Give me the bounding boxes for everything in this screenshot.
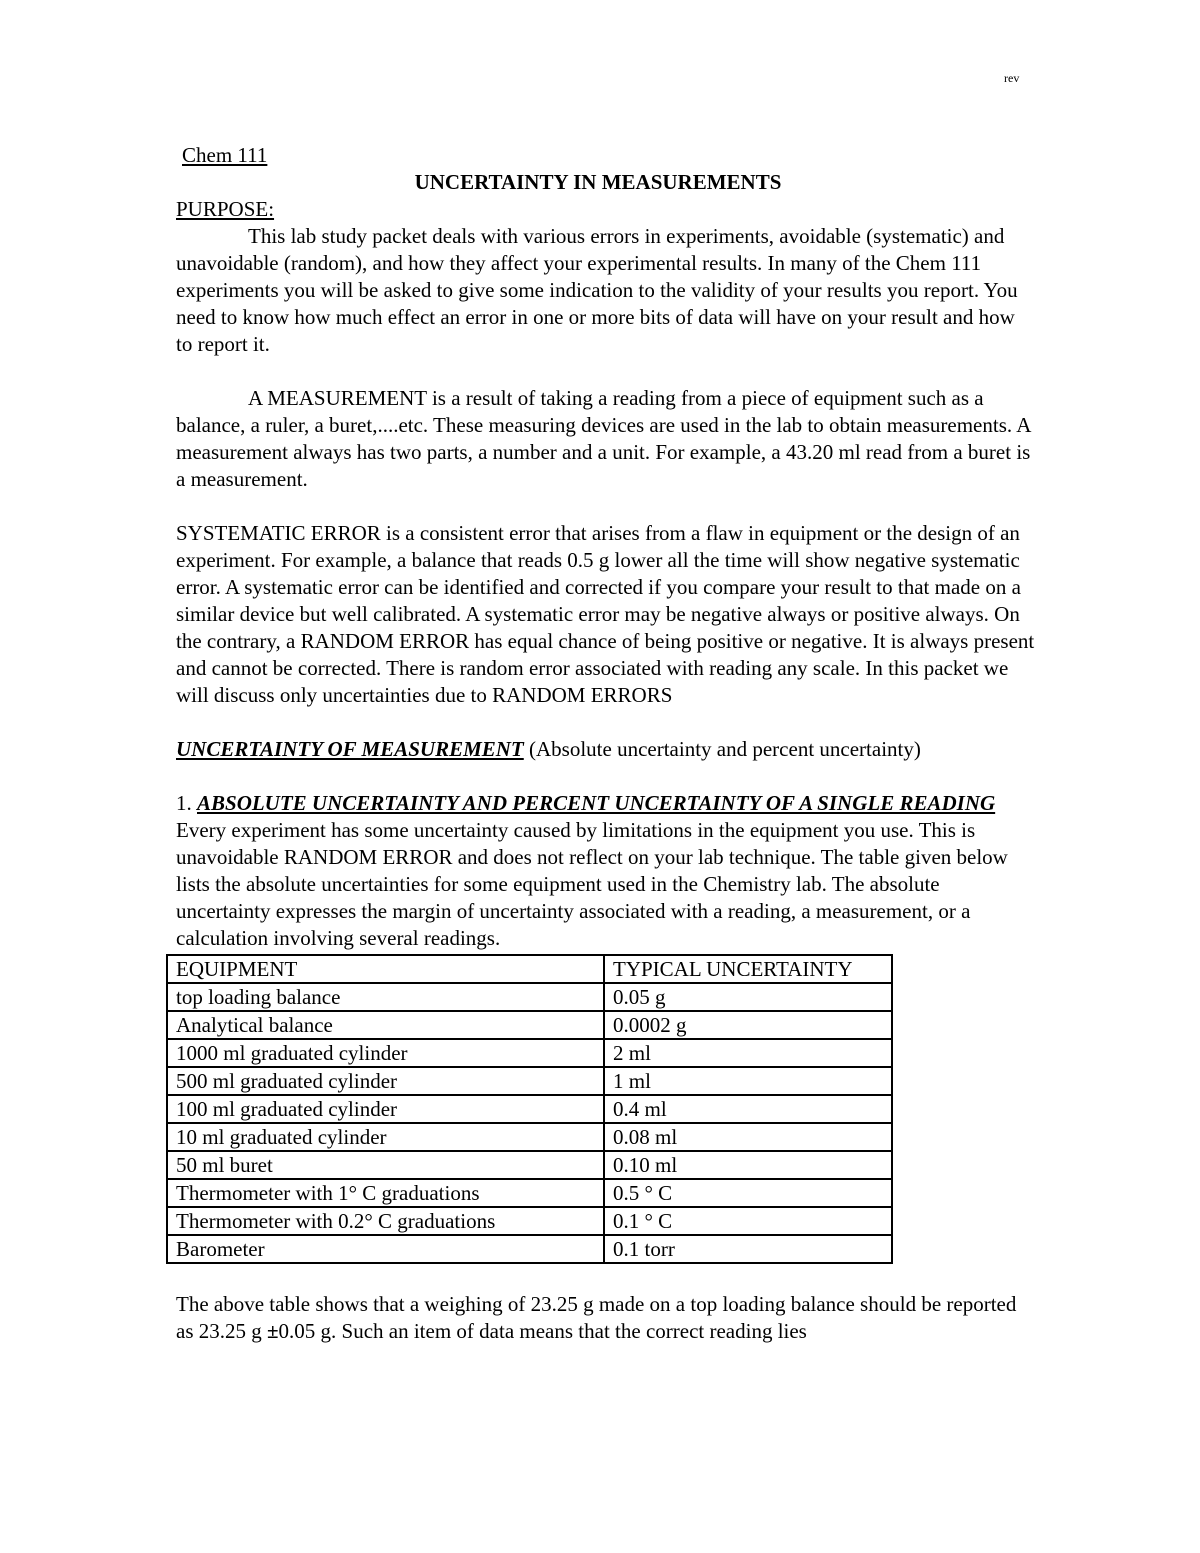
table-cell: 0.10 ml [604,1151,892,1179]
systematic-error-paragraph: SYSTEMATIC ERROR is a consistent error that arises from a flaw in equipment or the design of an experiment. For example, a balance that reads 0.5 g lower all the time will show negative systematic error. A systematic error can be identified and corrected if you compare your result to that made on a similar device but well calibrated. A systematic error may be negative always or positive always. On the contrary, a RANDOM ERROR has equal chance of being positive or negative. It is always present and cannot be corrected. There is random error associated with reading any scale. In this packet we will discuss only uncertainties due to RANDOM ERRORS [176,521,1035,707]
table-cell: 0.1 torr [604,1235,892,1263]
table-cell: 500 ml graduated cylinder [167,1067,604,1095]
table-cell: 100 ml graduated cylinder [167,1095,604,1123]
table-row [167,1179,892,1207]
table-row [167,1011,892,1039]
table-header-cell: TYPICAL UNCERTAINTY [604,955,892,983]
document-body [176,142,1036,1345]
purpose-paragraph: This lab study packet deals with various errors in experiments, avoidable (systematic) and unavoidable (random), and how they affect your experimental results. In many of the Chem 111 experiments you will be asked to give some indication to the validity of your results you report. You need to know how much effect an error in one or more bits of data will have on your result and how to report it. [176,224,1018,356]
table-cell: 10 ml graduated cylinder [167,1123,604,1151]
spacer [176,358,1036,385]
table-row [167,1095,892,1123]
table-row [167,1067,892,1095]
purpose-heading: PURPOSE: [176,197,275,221]
uncertainty-section-subtitle: (Absolute uncertainty and percent uncertainty) [523,737,921,761]
table-cell: 0.4 ml [604,1095,892,1123]
spacer [176,1264,1036,1291]
table-cell: 0.1 ° C [604,1207,892,1235]
measurement-paragraph: A MEASUREMENT is a result of taking a reading from a piece of equipment such as a balance, a ruler, a buret,....etc. These measuring devices are used in the lab to obtain measurements. A measurement always has two parts, a number and a unit. For example, a 43.20 ml read from a buret is a measurement. [176,386,1031,491]
table-cell: Analytical balance [167,1011,604,1039]
table-header-row [167,955,892,983]
section1-number: 1. [176,791,197,815]
table-header-cell: EQUIPMENT [167,955,604,983]
table-row [167,1235,892,1263]
table-row [167,1123,892,1151]
table-cell: 1000 ml graduated cylinder [167,1039,604,1067]
table-row [167,1207,892,1235]
spacer [176,493,1036,520]
uncertainty-section-line [176,736,1036,763]
table-cell: Barometer [167,1235,604,1263]
plus-minus-symbol: ± [267,1319,279,1343]
uncertainty-section-heading: UNCERTAINTY OF MEASUREMENT [176,737,524,761]
closing-paragraph [176,1291,1036,1345]
table-cell: 2 ml [604,1039,892,1067]
document-title: UNCERTAINTY IN MEASUREMENTS [414,170,782,194]
table-cell: Thermometer with 1° C graduations [167,1179,604,1207]
table-cell: top loading balance [167,983,604,1011]
table-cell: 0.0002 g [604,1011,892,1039]
table-row [167,1151,892,1179]
section1-heading-line [176,790,1036,817]
section1-paragraph: Every experiment has some uncertainty caused by limitations in the equipment you use. This is unavoidable RANDOM ERROR and does not reflect on your lab technique. The table given below lists the absolute uncertainties for some equipment used in the Chemistry lab. The absolute uncertainty expresses the margin of uncertainty associated with a reading, a measurement, or a calculation involving several readings. [176,818,1008,950]
closing-text-part1: The above table shows that a weighing of 23.25 g made on a top loading balance should be reported as 23.25 g [176,1292,1017,1343]
spacer [176,709,1036,736]
revision-label: rev [1004,71,1020,85]
table-cell: 0.08 ml [604,1123,892,1151]
table-cell: 50 ml buret [167,1151,604,1179]
closing-text-part2: 0.05 g. Such an item of data means that the correct reading lies [278,1319,807,1343]
section1-heading: ABSOLUTE UNCERTAINTY AND PERCENT UNCERTAINTY OF A SINGLE READING [197,791,996,815]
table-cell: 0.5 ° C [604,1179,892,1207]
table-row [167,983,892,1011]
table-cell: 0.05 g [604,983,892,1011]
table-cell: 1 ml [604,1067,892,1095]
uncertainty-table [166,954,893,1264]
table-row [167,1039,892,1067]
table-cell: Thermometer with 0.2° C graduations [167,1207,604,1235]
course-name: Chem 111 [182,143,268,167]
spacer [176,763,1036,790]
